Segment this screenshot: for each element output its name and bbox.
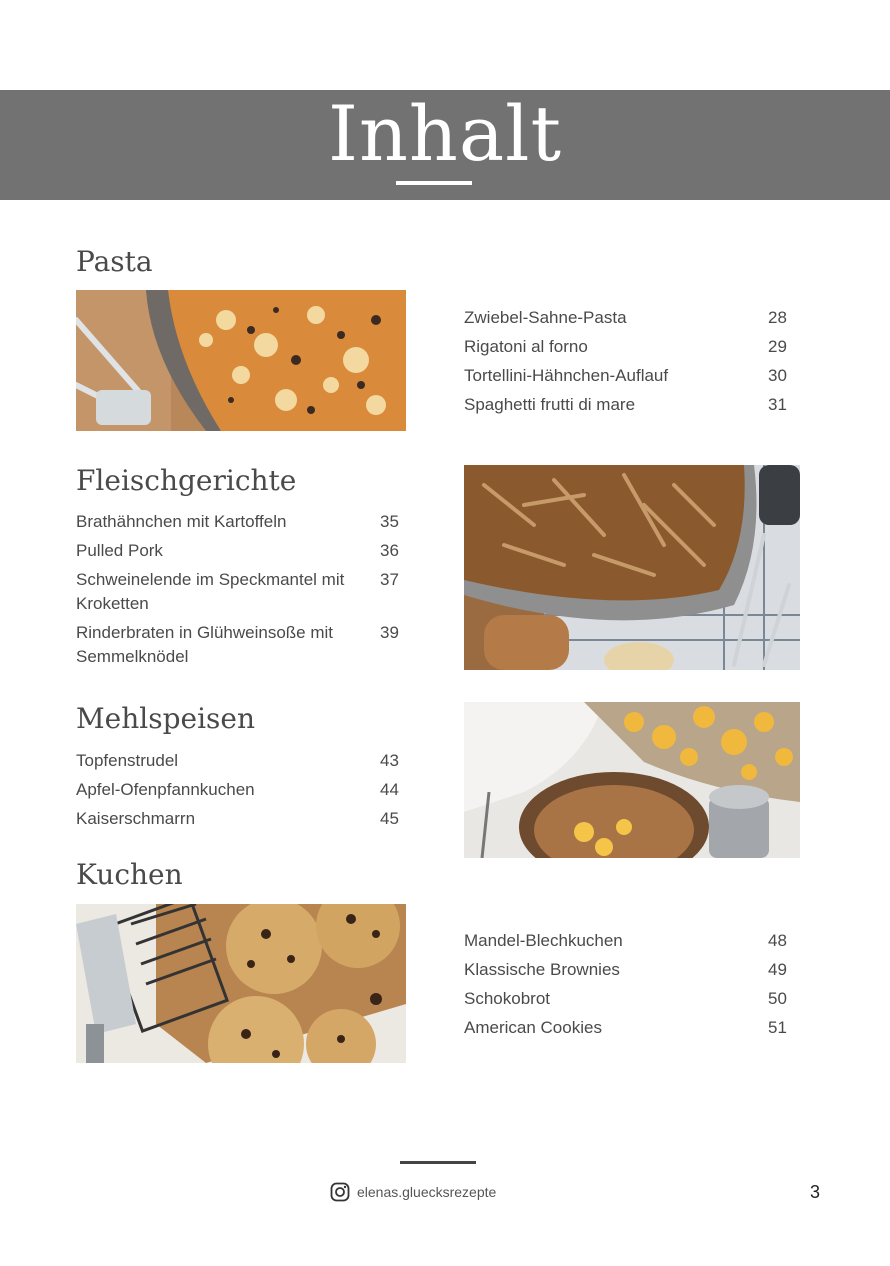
toc-entry-page: 51 [768, 1018, 787, 1037]
toc-entry-page: 35 [380, 512, 399, 531]
toc-entry[interactable] [76, 539, 408, 563]
toc-entry[interactable] [76, 621, 408, 669]
toc-list-pasta [464, 306, 796, 422]
toc-entry-page: 28 [768, 308, 787, 327]
photo-pulled-pork [464, 465, 800, 670]
toc-entry-page: 29 [768, 337, 787, 356]
toc-list-mehlspeisen [76, 749, 408, 836]
photo-cookies [76, 904, 406, 1063]
toc-entry-title: Spaghetti frutti di mare [464, 395, 636, 414]
toc-entry-title: Topfenstrudel [76, 751, 179, 770]
toc-entry[interactable] [464, 958, 796, 982]
toc-entry[interactable] [464, 929, 796, 953]
toc-entry-title: Schokobrot [464, 989, 550, 1008]
toc-entry-title: Tortellini-Hähnchen-Auflauf [464, 366, 669, 385]
toc-list-kuchen [464, 929, 796, 1045]
toc-entry-title: Schweinelende im Speckmantel mit Kroketten [76, 570, 345, 613]
toc-entry-title: Zwiebel-Sahne-Pasta [464, 308, 627, 327]
toc-entry-title: American Cookies [464, 1018, 602, 1037]
toc-entry[interactable] [464, 306, 796, 330]
title-underline [396, 181, 472, 185]
toc-entry[interactable] [76, 778, 408, 802]
toc-entry-title: Kaiserschmarrn [76, 809, 196, 828]
toc-entry-page: 31 [768, 395, 787, 414]
toc-entry-page: 44 [380, 780, 399, 799]
toc-list-fleischgerichte [76, 510, 408, 674]
toc-entry-title: Pulled Pork [76, 541, 163, 560]
toc-entry-title: Mandel-Blechkuchen [464, 931, 623, 950]
toc-entry[interactable] [464, 364, 796, 388]
toc-entry[interactable] [464, 987, 796, 1011]
toc-entry-title: Rigatoni al forno [464, 337, 588, 356]
toc-entry-page: 36 [380, 541, 399, 560]
section-heading-mehlspeisen: Mehlspeisen [76, 702, 256, 735]
instagram-handle-text: elenas.gluecksrezepte [357, 1184, 497, 1200]
toc-entry-page: 50 [768, 989, 787, 1008]
toc-entry-title: Klassische Brownies [464, 960, 620, 979]
toc-entry-title: Apfel-Ofenpfannkuchen [76, 780, 255, 799]
section-heading-kuchen: Kuchen [76, 858, 183, 891]
toc-entry-page: 49 [768, 960, 787, 979]
toc-entry-title: Rinderbraten in Glühweinsoße mit Semmelknödel [76, 623, 334, 666]
instagram-icon [330, 1182, 350, 1202]
section-heading-fleischgerichte: Fleischgerichte [76, 464, 297, 497]
toc-entry[interactable] [464, 393, 796, 417]
toc-entry-title: Brathähnchen mit Kartoffeln [76, 512, 287, 531]
toc-entry-page: 48 [768, 931, 787, 950]
toc-entry[interactable] [76, 807, 408, 831]
photo-pasta-bake [76, 290, 406, 431]
instagram-handle-link[interactable] [330, 1181, 496, 1203]
photo-kaiserschmarrn [464, 702, 800, 858]
toc-entry[interactable] [464, 335, 796, 359]
toc-entry-page: 45 [380, 809, 399, 828]
toc-entry[interactable] [76, 510, 408, 534]
page-number: 3 [810, 1182, 821, 1202]
page-title: Inhalt [327, 89, 563, 178]
toc-entry-page: 43 [380, 751, 399, 770]
toc-entry-page: 37 [380, 570, 399, 589]
section-heading-pasta: Pasta [76, 245, 153, 278]
toc-entry[interactable] [76, 568, 408, 616]
footer-divider [400, 1161, 476, 1164]
toc-entry[interactable] [76, 749, 408, 773]
toc-entry-page: 30 [768, 366, 787, 385]
toc-entry-page: 39 [380, 623, 399, 642]
toc-entry[interactable] [464, 1016, 796, 1040]
